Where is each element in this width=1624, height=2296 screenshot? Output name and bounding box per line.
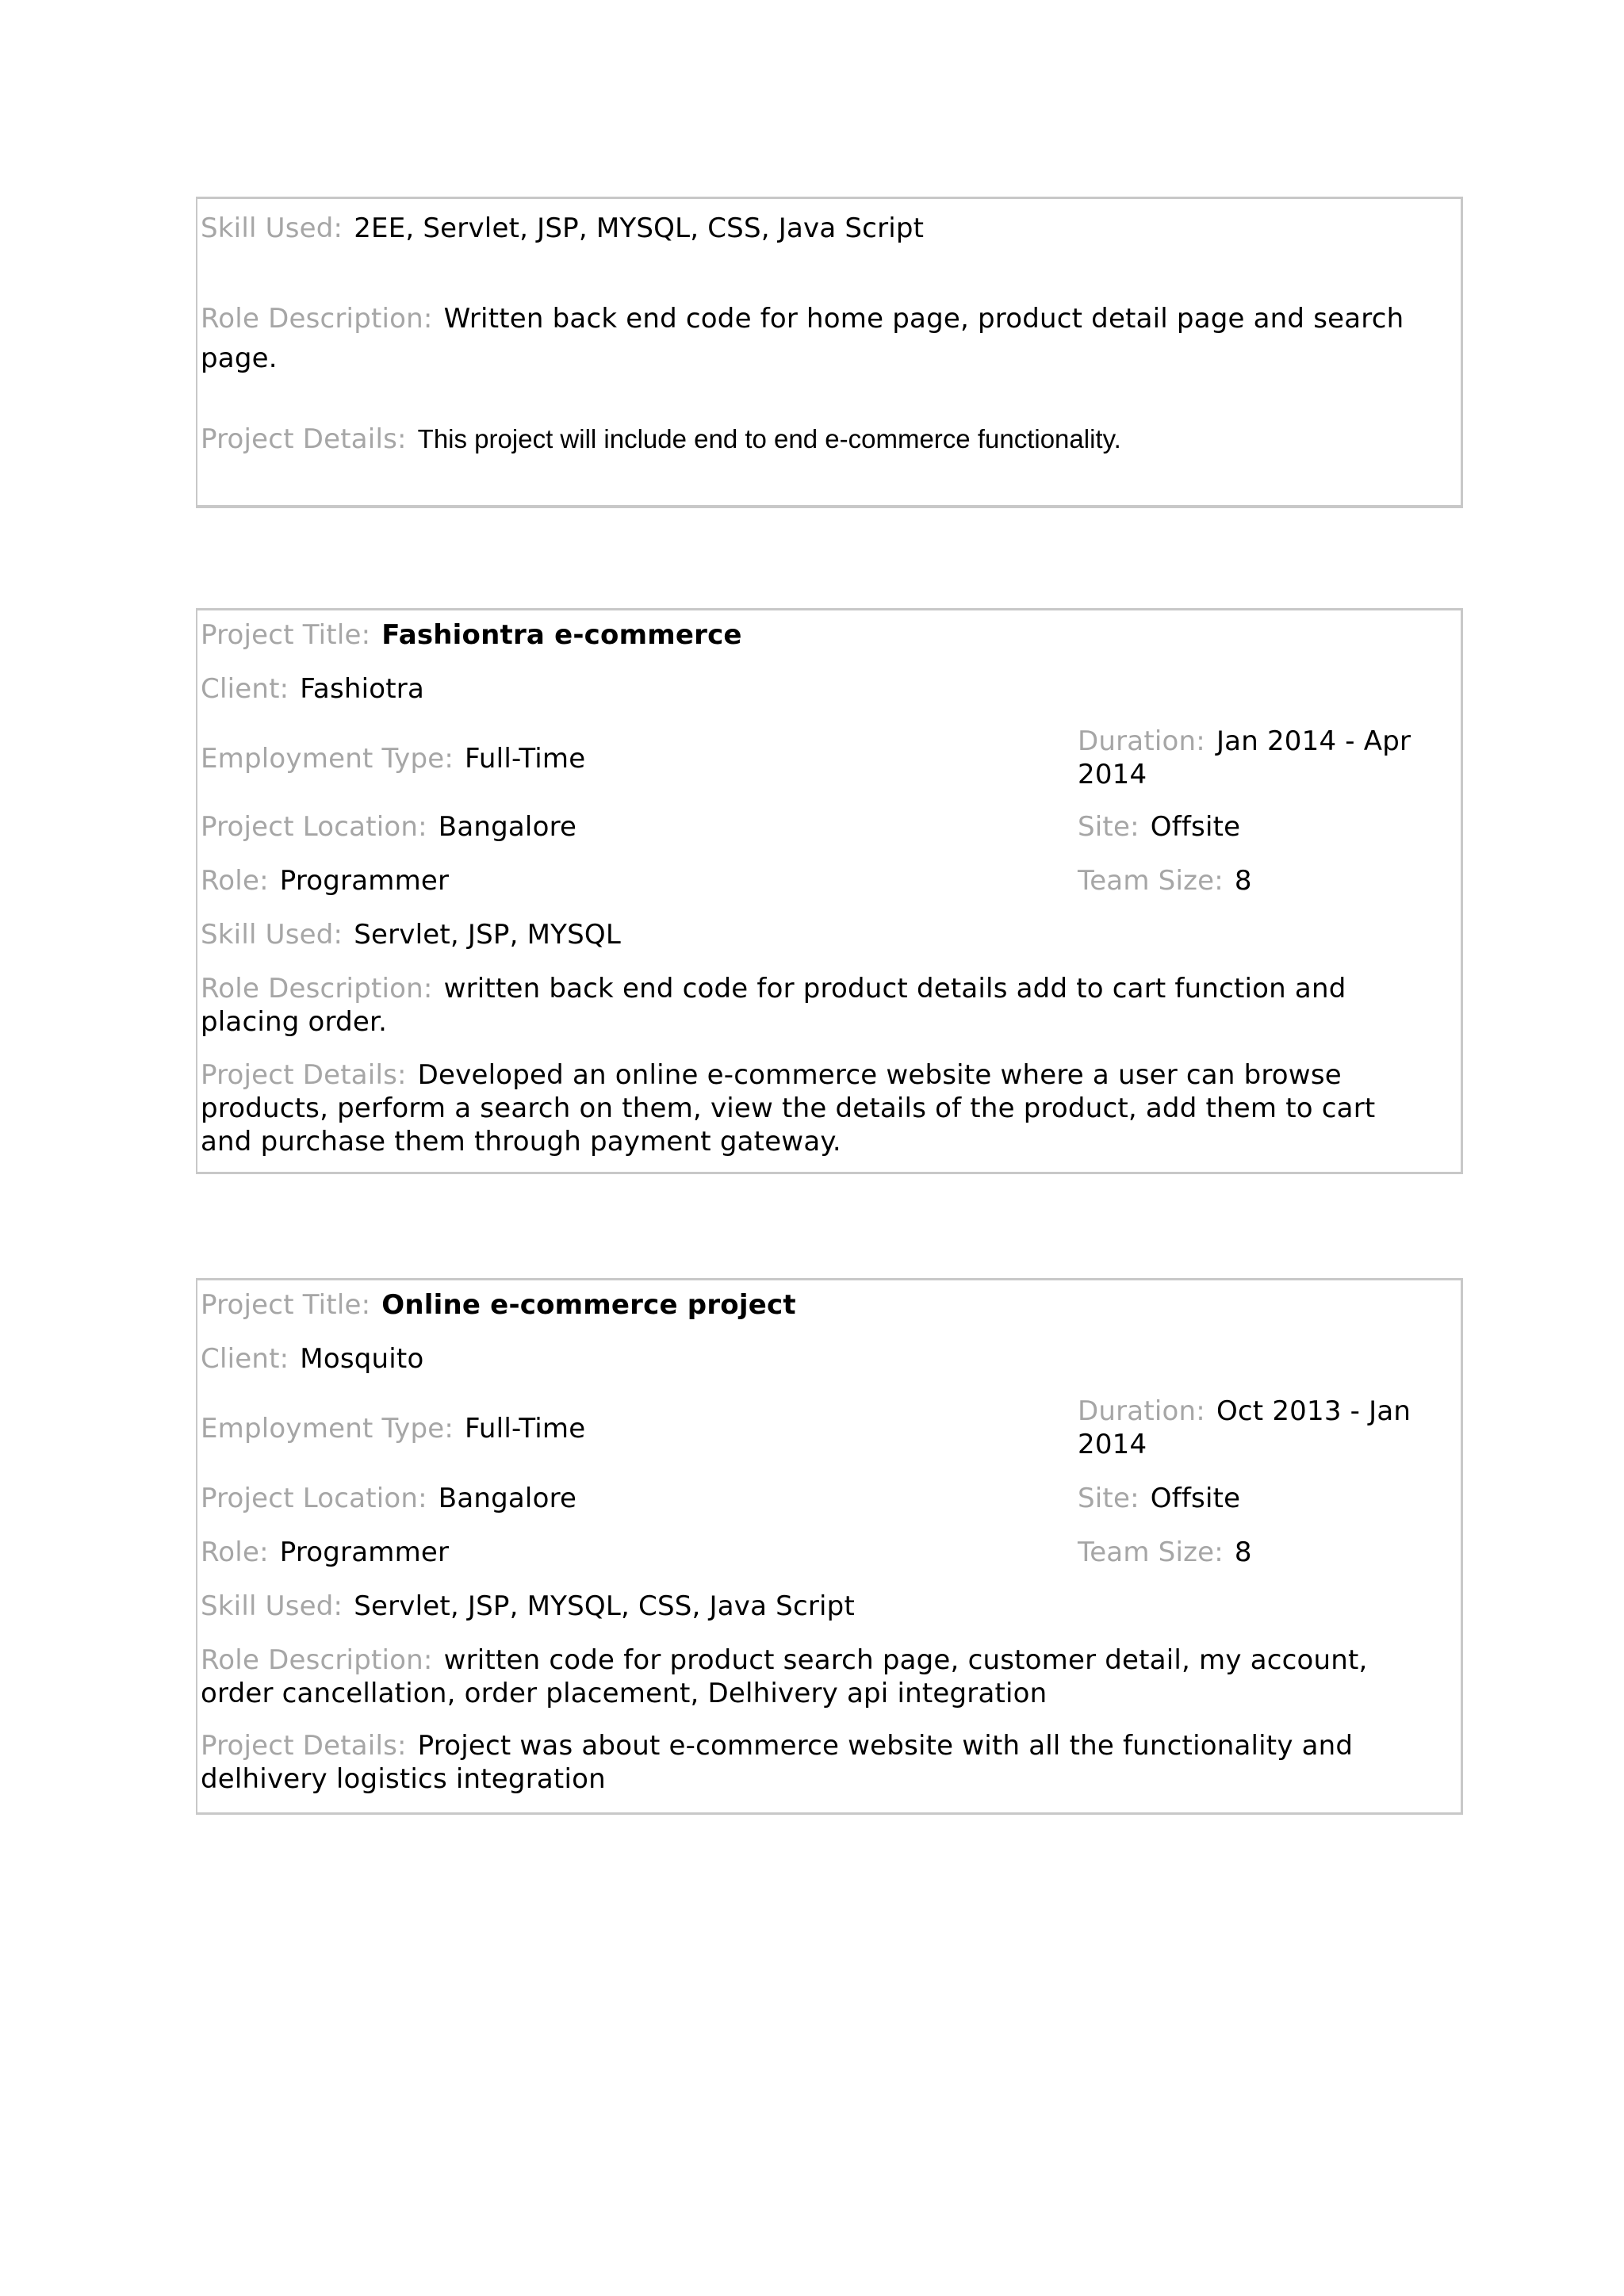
duration-value: Oct 2013 - Jan 2014 <box>1078 1395 1411 1460</box>
site-label: Site: <box>1078 811 1139 843</box>
skill-used-value: Servlet, JSP, MYSQL <box>354 919 622 951</box>
project-card <box>196 197 1463 508</box>
project-card <box>196 608 1463 1174</box>
team-size-value: 8 <box>1234 1536 1252 1568</box>
team-size-label: Team Size: <box>1078 865 1224 897</box>
client-field <box>201 672 424 706</box>
role-value: Programmer <box>279 1536 450 1568</box>
project-details-field <box>201 423 1121 456</box>
duration-label: Duration: <box>1078 1395 1205 1427</box>
skill-used-field <box>201 918 621 951</box>
site-field <box>1078 810 1240 844</box>
client-label: Client: <box>201 1343 289 1375</box>
duration-field <box>1078 725 1450 791</box>
role-description-label: Role Description: <box>201 303 433 335</box>
site-label: Site: <box>1078 1483 1139 1514</box>
employment-type-label: Employment Type: <box>201 743 454 775</box>
project-location-value: Bangalore <box>438 1483 577 1514</box>
project-location-label: Project Location: <box>201 811 427 843</box>
duration-label: Duration: <box>1078 725 1205 757</box>
site-value: Offsite <box>1150 1483 1241 1514</box>
team-size-field <box>1078 864 1252 897</box>
role-label: Role: <box>201 1536 269 1568</box>
skill-used-field <box>201 1590 855 1623</box>
project-location-field <box>201 810 576 844</box>
project-details-value: Project was about e-commerce website with all the functionality and delhivery logistics integration <box>201 1730 1354 1795</box>
role-description-value: written code for product search page, customer detail, my account, order cancellation, order placement, Delhivery api integration <box>201 1644 1368 1709</box>
employment-type-field <box>201 1412 585 1445</box>
team-size-label: Team Size: <box>1078 1536 1224 1568</box>
project-location-value: Bangalore <box>438 811 577 843</box>
project-title-field <box>201 618 742 652</box>
project-details-value: Developed an online e-commerce website where a user can browse products, perform a search on them, view the details of the product, add them to cart and purchase them through payment gateway. <box>201 1059 1376 1158</box>
project-card <box>196 1278 1463 1815</box>
client-label: Client: <box>201 673 289 705</box>
role-description-label: Role Description: <box>201 973 433 1004</box>
project-title-value: Fashiontra e-commerce <box>381 619 742 651</box>
skill-used-label: Skill Used: <box>201 919 343 951</box>
skill-used-label: Skill Used: <box>201 1590 343 1622</box>
client-value: Fashiotra <box>300 673 425 705</box>
client-field <box>201 1342 423 1376</box>
role-field <box>201 1536 449 1569</box>
role-description-field <box>201 1644 1406 1710</box>
skill-used-label: Skill Used: <box>201 212 343 244</box>
duration-value: Jan 2014 - Apr 2014 <box>1078 725 1411 790</box>
project-location-field <box>201 1482 576 1515</box>
project-details-value: This project will include end to end e-commerce functionality. <box>417 424 1121 453</box>
team-size-value: 8 <box>1234 865 1252 897</box>
employment-type-field <box>201 742 585 775</box>
employment-type-label: Employment Type: <box>201 1413 454 1445</box>
project-details-field <box>201 1729 1406 1796</box>
team-size-field <box>1078 1536 1252 1569</box>
skill-used-value: Servlet, JSP, MYSQL, CSS, Java Script <box>354 1590 855 1622</box>
duration-field <box>1078 1395 1450 1461</box>
client-value: Mosquito <box>300 1343 424 1375</box>
project-details-field <box>201 1058 1406 1158</box>
role-field <box>201 864 449 897</box>
skill-used-field <box>201 212 924 245</box>
project-details-label: Project Details: <box>201 423 407 455</box>
employment-type-value: Full-Time <box>465 743 586 775</box>
role-description-label: Role Description: <box>201 1644 433 1676</box>
role-label: Role: <box>201 865 269 897</box>
employment-type-value: Full-Time <box>465 1413 586 1445</box>
role-description-value: Written back end code for home page, product detail page and search page. <box>201 303 1404 374</box>
project-title-label: Project Title: <box>201 1289 371 1321</box>
skill-used-value: 2EE, Servlet, JSP, MYSQL, CSS, Java Script <box>354 212 925 244</box>
project-title-value: Online e-commerce project <box>381 1289 796 1321</box>
role-description-value: written back end code for product details add to cart function and placing order. <box>201 973 1346 1038</box>
project-details-label: Project Details: <box>201 1730 407 1762</box>
project-title-label: Project Title: <box>201 619 371 651</box>
role-value: Programmer <box>279 865 450 897</box>
role-description-field <box>201 972 1406 1039</box>
project-location-label: Project Location: <box>201 1483 427 1514</box>
site-value: Offsite <box>1150 811 1241 843</box>
project-details-label: Project Details: <box>201 1059 407 1091</box>
project-title-field <box>201 1288 796 1322</box>
site-field <box>1078 1482 1240 1515</box>
role-description-field <box>201 299 1406 378</box>
